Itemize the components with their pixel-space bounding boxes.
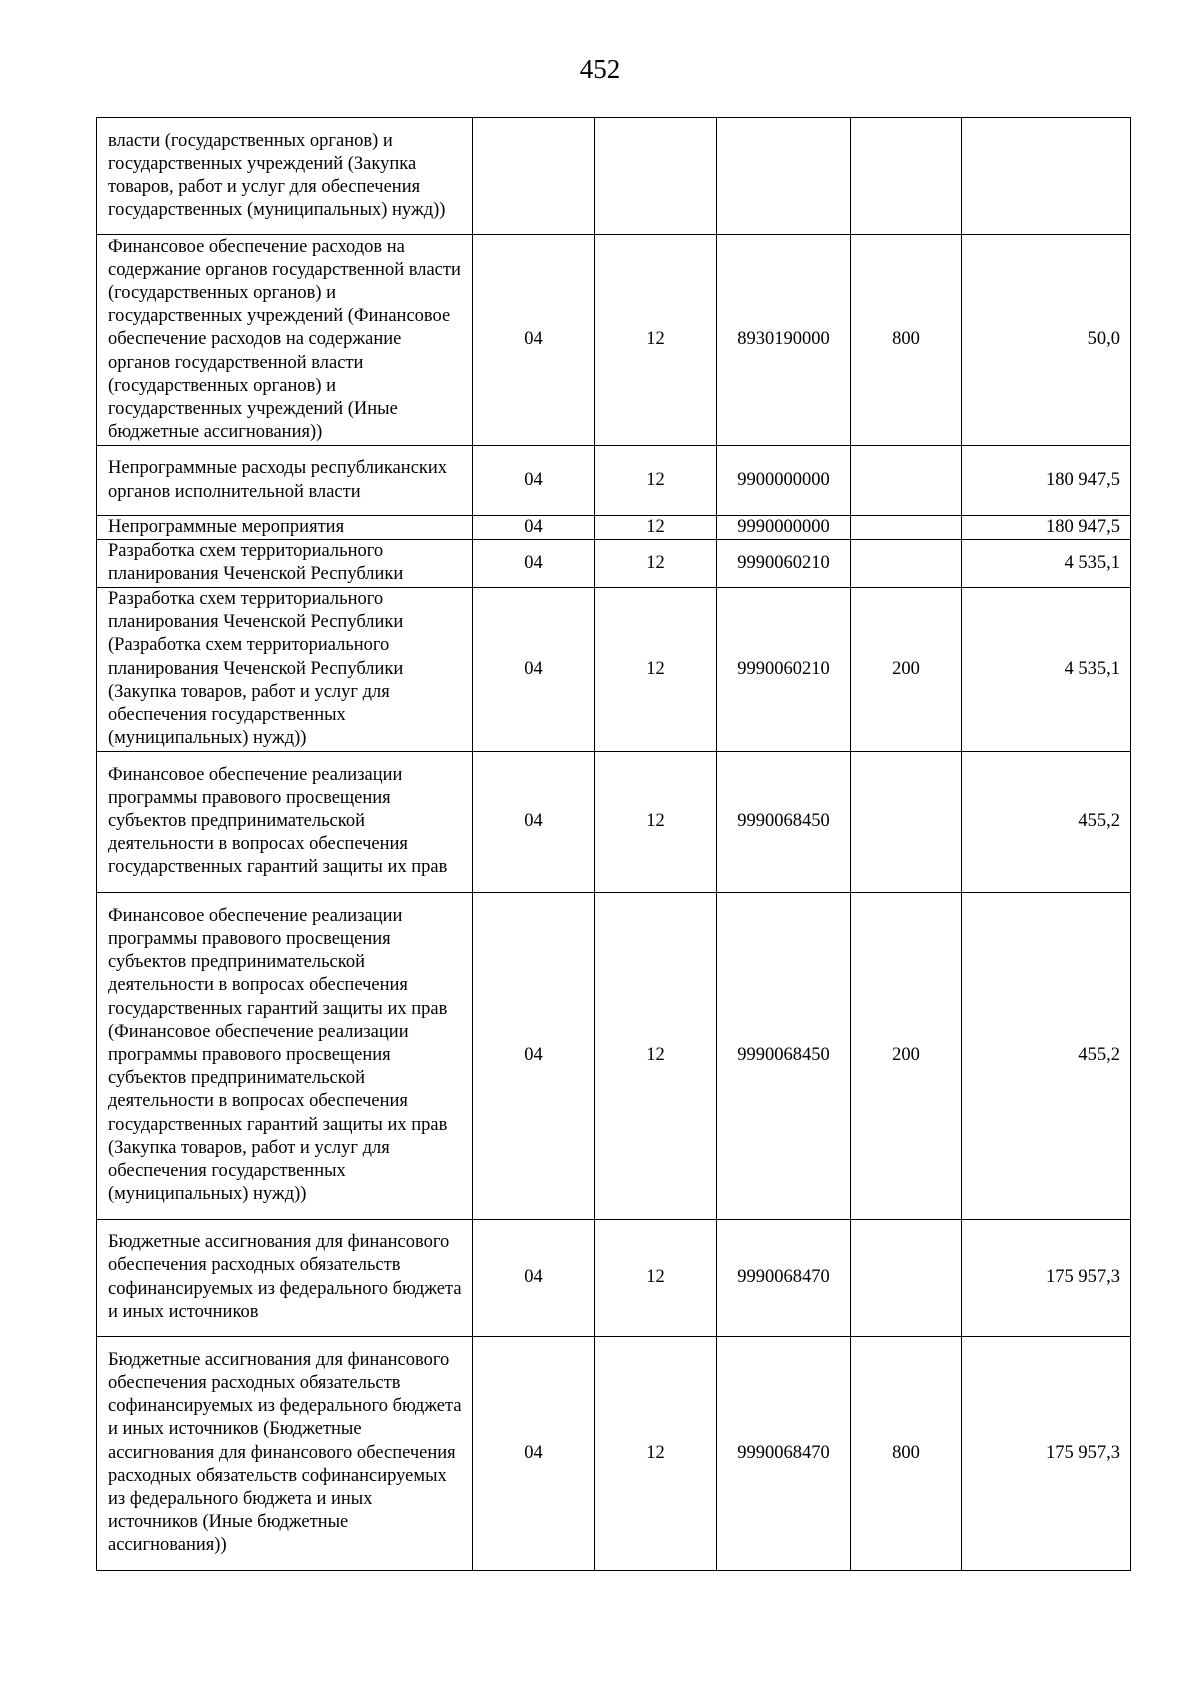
amount-value: 50,0 bbox=[962, 235, 1131, 446]
section-code: 04 bbox=[473, 540, 595, 587]
amount-value: 180 947,5 bbox=[962, 446, 1131, 516]
table-row bbox=[97, 751, 1131, 892]
subsection-code: 12 bbox=[595, 1336, 717, 1570]
subsection-code: 12 bbox=[595, 892, 717, 1219]
amount-value: 455,2 bbox=[962, 751, 1131, 892]
expense-type-code bbox=[851, 516, 962, 540]
expense-type-code: 200 bbox=[851, 892, 962, 1219]
row-description: Бюджетные ассигнования для финансового обеспечения расходных обязательств софинансируемых из федерального бюджета и иных источников bbox=[97, 1219, 473, 1336]
subsection-code bbox=[595, 118, 717, 235]
section-code: 04 bbox=[473, 516, 595, 540]
target-article-code bbox=[717, 118, 851, 235]
row-description: Непрограммные мероприятия bbox=[97, 516, 473, 540]
subsection-code: 12 bbox=[595, 751, 717, 892]
subsection-code: 12 bbox=[595, 540, 717, 587]
table-row bbox=[97, 516, 1131, 540]
subsection-code: 12 bbox=[595, 516, 717, 540]
expense-type-code bbox=[851, 751, 962, 892]
section-code: 04 bbox=[473, 1219, 595, 1336]
table-row bbox=[97, 446, 1131, 516]
row-description: Бюджетные ассигнования для финансового обеспечения расходных обязательств софинансируемых из федерального бюджета и иных источников (Бюджетные ассигнования для финансового обеспечения расходных обязательств софинансируемых из федерального бюджета и иных источников (Иные бюджетные ассигнования)) bbox=[97, 1336, 473, 1570]
row-description: власти (государственных органов) и государственных учреждений (Закупка товаров, работ и услуг для обеспечения государственных (муниципальных) нужд)) bbox=[97, 118, 473, 235]
subsection-code: 12 bbox=[595, 235, 717, 446]
section-code: 04 bbox=[473, 1336, 595, 1570]
subsection-code: 12 bbox=[595, 587, 717, 751]
target-article-code: 9990068450 bbox=[717, 751, 851, 892]
budget-table bbox=[96, 117, 1131, 1571]
section-code: 04 bbox=[473, 587, 595, 751]
target-article-code: 9990068470 bbox=[717, 1219, 851, 1336]
subsection-code: 12 bbox=[595, 446, 717, 516]
target-article-code: 9990060210 bbox=[717, 540, 851, 587]
section-code: 04 bbox=[473, 892, 595, 1219]
amount-value: 175 957,3 bbox=[962, 1336, 1131, 1570]
section-code: 04 bbox=[473, 235, 595, 446]
section-code bbox=[473, 118, 595, 235]
subsection-code: 12 bbox=[595, 1219, 717, 1336]
amount-value: 4 535,1 bbox=[962, 587, 1131, 751]
amount-value: 175 957,3 bbox=[962, 1219, 1131, 1336]
target-article-code: 9990000000 bbox=[717, 516, 851, 540]
amount-value bbox=[962, 118, 1131, 235]
target-article-code: 9990060210 bbox=[717, 587, 851, 751]
target-article-code: 9900000000 bbox=[717, 446, 851, 516]
page-number: 452 bbox=[579, 54, 621, 84]
target-article-code: 9990068450 bbox=[717, 892, 851, 1219]
table-row bbox=[97, 1336, 1131, 1570]
expense-type-code: 200 bbox=[851, 587, 962, 751]
table-row bbox=[97, 540, 1131, 587]
budget-table-body bbox=[97, 118, 1131, 1571]
target-article-code: 9990068470 bbox=[717, 1336, 851, 1570]
amount-value: 4 535,1 bbox=[962, 540, 1131, 587]
row-description: Финансовое обеспечение реализации программы правового просвещения субъектов предпринимательской деятельности в вопросах обеспечения государственных гарантий защиты их прав bbox=[97, 751, 473, 892]
table-row bbox=[97, 118, 1131, 235]
section-code: 04 bbox=[473, 446, 595, 516]
row-description: Финансовое обеспечение расходов на содержание органов государственной власти (государственных органов) и государственных учреждений (Финансовое обеспечение расходов на содержание органов государственной власти (государственных органов) и государственных учреждений (Иные бюджетные ассигнования)) bbox=[97, 235, 473, 446]
row-description: Разработка схем территориального планирования Чеченской Республики (Разработка схем территориального планирования Чеченской Республики (Закупка товаров, работ и услуг для обеспечения государственных (муниципальных) нужд)) bbox=[97, 587, 473, 751]
row-description: Непрограммные расходы республиканских органов исполнительной власти bbox=[97, 446, 473, 516]
table-row bbox=[97, 1219, 1131, 1336]
section-code: 04 bbox=[473, 751, 595, 892]
expense-type-code bbox=[851, 118, 962, 235]
amount-value: 455,2 bbox=[962, 892, 1131, 1219]
expense-type-code bbox=[851, 446, 962, 516]
expense-type-code: 800 bbox=[851, 1336, 962, 1570]
row-description: Финансовое обеспечение реализации программы правового просвещения субъектов предпринимательской деятельности в вопросах обеспечения государственных гарантий защиты их прав (Финансовое обеспечение реализации программы правового просвещения субъектов предпринимательской деятельности в вопросах обеспечения государственных гарантий защиты их прав (Закупка товаров, работ и услуг для обеспечения государственных (муниципальных) нужд)) bbox=[97, 892, 473, 1219]
amount-value: 180 947,5 bbox=[962, 516, 1131, 540]
table-row bbox=[97, 587, 1131, 751]
row-description: Разработка схем территориального планирования Чеченской Республики bbox=[97, 540, 473, 587]
expense-type-code bbox=[851, 540, 962, 587]
expense-type-code bbox=[851, 1219, 962, 1336]
target-article-code: 8930190000 bbox=[717, 235, 851, 446]
table-row bbox=[97, 892, 1131, 1219]
table-row bbox=[97, 235, 1131, 446]
expense-type-code: 800 bbox=[851, 235, 962, 446]
